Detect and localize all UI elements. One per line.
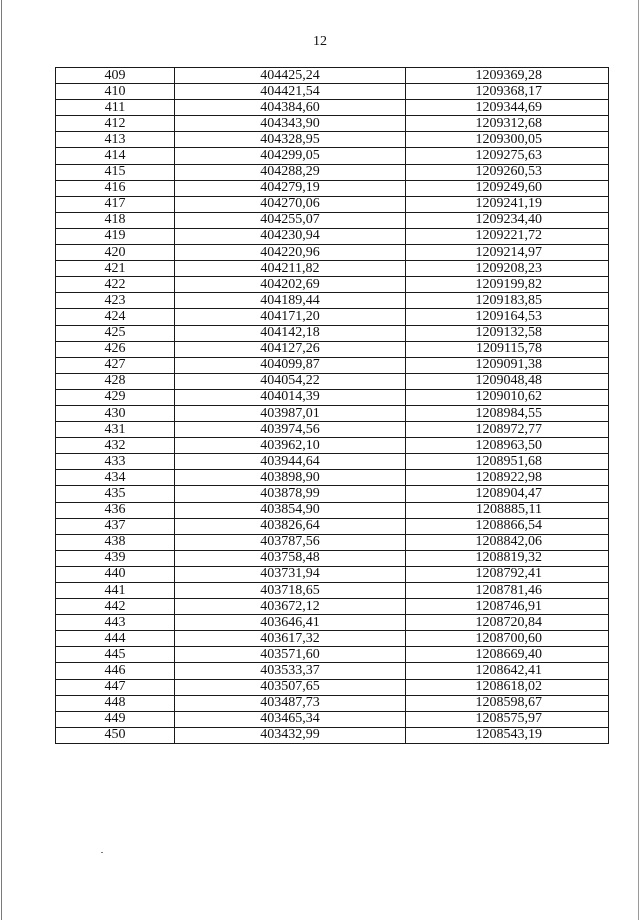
point-number-cell: 435 xyxy=(56,486,175,502)
table-row xyxy=(56,550,609,566)
x-coordinate-cell: 404189,44 xyxy=(175,293,406,309)
scan-speck xyxy=(101,852,103,853)
point-number-cell: 444 xyxy=(56,631,175,647)
point-number-cell: 433 xyxy=(56,454,175,470)
point-number-cell: 410 xyxy=(56,84,175,100)
x-coordinate-cell: 403646,41 xyxy=(175,615,406,631)
point-number-cell: 423 xyxy=(56,293,175,309)
x-coordinate-cell: 404171,20 xyxy=(175,309,406,325)
point-number-cell: 422 xyxy=(56,277,175,293)
page-number: 12 xyxy=(313,34,327,49)
point-number-cell: 427 xyxy=(56,357,175,373)
y-coordinate-cell: 1208543,19 xyxy=(406,727,609,743)
table-row xyxy=(56,486,609,502)
y-coordinate-cell: 1209249,60 xyxy=(406,180,609,196)
y-coordinate-cell: 1209221,72 xyxy=(406,228,609,244)
y-coordinate-cell: 1208963,50 xyxy=(406,438,609,454)
y-coordinate-cell: 1209010,62 xyxy=(406,389,609,405)
point-number-cell: 413 xyxy=(56,132,175,148)
y-coordinate-cell: 1209234,40 xyxy=(406,212,609,228)
y-coordinate-cell: 1209241,19 xyxy=(406,196,609,212)
x-coordinate-cell: 404279,19 xyxy=(175,180,406,196)
table-row xyxy=(56,68,609,84)
table-row xyxy=(56,631,609,647)
table-row xyxy=(56,293,609,309)
x-coordinate-cell: 403432,99 xyxy=(175,727,406,743)
table-row xyxy=(56,534,609,550)
x-coordinate-cell: 404014,39 xyxy=(175,389,406,405)
x-coordinate-cell: 404220,96 xyxy=(175,245,406,261)
x-coordinate-cell: 404270,06 xyxy=(175,196,406,212)
point-number-cell: 415 xyxy=(56,164,175,180)
table-row xyxy=(56,438,609,454)
table-row xyxy=(56,277,609,293)
y-coordinate-cell: 1209300,05 xyxy=(406,132,609,148)
x-coordinate-cell: 404299,05 xyxy=(175,148,406,164)
y-coordinate-cell: 1208746,91 xyxy=(406,599,609,615)
point-number-cell: 441 xyxy=(56,583,175,599)
point-number-cell: 428 xyxy=(56,373,175,389)
table-row xyxy=(56,389,609,405)
x-coordinate-cell: 403962,10 xyxy=(175,438,406,454)
x-coordinate-cell: 404230,94 xyxy=(175,228,406,244)
x-coordinate-cell: 404255,07 xyxy=(175,212,406,228)
y-coordinate-cell: 1209369,28 xyxy=(406,68,609,84)
x-coordinate-cell: 403533,37 xyxy=(175,663,406,679)
x-coordinate-cell: 404127,26 xyxy=(175,341,406,357)
point-number-cell: 449 xyxy=(56,711,175,727)
x-coordinate-cell: 403758,48 xyxy=(175,550,406,566)
y-coordinate-cell: 1208700,60 xyxy=(406,631,609,647)
x-coordinate-cell: 404328,95 xyxy=(175,132,406,148)
y-coordinate-cell: 1209214,97 xyxy=(406,245,609,261)
x-coordinate-cell: 404425,24 xyxy=(175,68,406,84)
table-row xyxy=(56,454,609,470)
table-row xyxy=(56,422,609,438)
point-number-cell: 426 xyxy=(56,341,175,357)
table-row xyxy=(56,132,609,148)
y-coordinate-cell: 1208819,32 xyxy=(406,550,609,566)
x-coordinate-cell: 403826,64 xyxy=(175,518,406,534)
y-coordinate-cell: 1209115,78 xyxy=(406,341,609,357)
point-number-cell: 431 xyxy=(56,422,175,438)
table-row xyxy=(56,245,609,261)
x-coordinate-cell: 403731,94 xyxy=(175,566,406,582)
point-number-cell: 419 xyxy=(56,228,175,244)
x-coordinate-cell: 404202,69 xyxy=(175,277,406,293)
table-row xyxy=(56,518,609,534)
x-coordinate-cell: 404384,60 xyxy=(175,100,406,116)
coordinates-table xyxy=(55,67,609,744)
point-number-cell: 430 xyxy=(56,405,175,421)
point-number-cell: 414 xyxy=(56,148,175,164)
table-row xyxy=(56,470,609,486)
table-row xyxy=(56,196,609,212)
x-coordinate-cell: 403787,56 xyxy=(175,534,406,550)
y-coordinate-cell: 1209275,63 xyxy=(406,148,609,164)
x-coordinate-cell: 403854,90 xyxy=(175,502,406,518)
y-coordinate-cell: 1209091,38 xyxy=(406,357,609,373)
table-row xyxy=(56,727,609,743)
y-coordinate-cell: 1209344,69 xyxy=(406,100,609,116)
table-row xyxy=(56,663,609,679)
point-number-cell: 412 xyxy=(56,116,175,132)
point-number-cell: 443 xyxy=(56,615,175,631)
x-coordinate-cell: 404211,82 xyxy=(175,261,406,277)
table-row xyxy=(56,502,609,518)
x-coordinate-cell: 404288,29 xyxy=(175,164,406,180)
x-coordinate-cell: 403672,12 xyxy=(175,599,406,615)
table-row xyxy=(56,711,609,727)
table-row xyxy=(56,100,609,116)
x-coordinate-cell: 404099,87 xyxy=(175,357,406,373)
y-coordinate-cell: 1208669,40 xyxy=(406,647,609,663)
y-coordinate-cell: 1208904,47 xyxy=(406,486,609,502)
y-coordinate-cell: 1209208,23 xyxy=(406,261,609,277)
y-coordinate-cell: 1209048,48 xyxy=(406,373,609,389)
x-coordinate-cell: 403487,73 xyxy=(175,695,406,711)
table-row xyxy=(56,357,609,373)
y-coordinate-cell: 1208866,54 xyxy=(406,518,609,534)
point-number-cell: 445 xyxy=(56,647,175,663)
table-row xyxy=(56,615,609,631)
table-row xyxy=(56,84,609,100)
point-number-cell: 437 xyxy=(56,518,175,534)
y-coordinate-cell: 1208972,77 xyxy=(406,422,609,438)
y-coordinate-cell: 1208575,97 xyxy=(406,711,609,727)
y-coordinate-cell: 1209132,58 xyxy=(406,325,609,341)
point-number-cell: 417 xyxy=(56,196,175,212)
point-number-cell: 439 xyxy=(56,550,175,566)
x-coordinate-cell: 403718,65 xyxy=(175,583,406,599)
point-number-cell: 448 xyxy=(56,695,175,711)
x-coordinate-cell: 403898,90 xyxy=(175,470,406,486)
point-number-cell: 432 xyxy=(56,438,175,454)
point-number-cell: 421 xyxy=(56,261,175,277)
y-coordinate-cell: 1208781,46 xyxy=(406,583,609,599)
point-number-cell: 420 xyxy=(56,245,175,261)
x-coordinate-cell: 404421,54 xyxy=(175,84,406,100)
point-number-cell: 424 xyxy=(56,309,175,325)
point-number-cell: 425 xyxy=(56,325,175,341)
point-number-cell: 429 xyxy=(56,389,175,405)
y-coordinate-cell: 1208642,41 xyxy=(406,663,609,679)
table-row xyxy=(56,341,609,357)
point-number-cell: 418 xyxy=(56,212,175,228)
y-coordinate-cell: 1208951,68 xyxy=(406,454,609,470)
x-coordinate-cell: 403974,56 xyxy=(175,422,406,438)
y-coordinate-cell: 1209199,82 xyxy=(406,277,609,293)
point-number-cell: 416 xyxy=(56,180,175,196)
table-row xyxy=(56,180,609,196)
y-coordinate-cell: 1208598,67 xyxy=(406,695,609,711)
point-number-cell: 436 xyxy=(56,502,175,518)
point-number-cell: 446 xyxy=(56,663,175,679)
table-row xyxy=(56,261,609,277)
x-coordinate-cell: 403507,65 xyxy=(175,679,406,695)
point-number-cell: 409 xyxy=(56,68,175,84)
y-coordinate-cell: 1209183,85 xyxy=(406,293,609,309)
table-row xyxy=(56,228,609,244)
x-coordinate-cell: 403465,34 xyxy=(175,711,406,727)
table-row xyxy=(56,647,609,663)
table-row xyxy=(56,373,609,389)
y-coordinate-cell: 1209164,53 xyxy=(406,309,609,325)
point-number-cell: 411 xyxy=(56,100,175,116)
point-number-cell: 438 xyxy=(56,534,175,550)
y-coordinate-cell: 1208922,98 xyxy=(406,470,609,486)
point-number-cell: 440 xyxy=(56,566,175,582)
table-row xyxy=(56,405,609,421)
y-coordinate-cell: 1208885,11 xyxy=(406,502,609,518)
x-coordinate-cell: 403944,64 xyxy=(175,454,406,470)
point-number-cell: 447 xyxy=(56,679,175,695)
table-row xyxy=(56,325,609,341)
y-coordinate-cell: 1208792,41 xyxy=(406,566,609,582)
page-edge-left xyxy=(1,0,2,920)
y-coordinate-cell: 1208842,06 xyxy=(406,534,609,550)
page-edge-right xyxy=(638,0,639,920)
table-row xyxy=(56,679,609,695)
x-coordinate-cell: 404343,90 xyxy=(175,116,406,132)
table-row xyxy=(56,212,609,228)
table-row xyxy=(56,695,609,711)
table-row xyxy=(56,309,609,325)
y-coordinate-cell: 1209260,53 xyxy=(406,164,609,180)
y-coordinate-cell: 1209368,17 xyxy=(406,84,609,100)
table-row xyxy=(56,116,609,132)
y-coordinate-cell: 1208618,02 xyxy=(406,679,609,695)
x-coordinate-cell: 404142,18 xyxy=(175,325,406,341)
coordinates-table-body xyxy=(56,68,609,744)
x-coordinate-cell: 404054,22 xyxy=(175,373,406,389)
point-number-cell: 434 xyxy=(56,470,175,486)
table-row xyxy=(56,148,609,164)
x-coordinate-cell: 403571,60 xyxy=(175,647,406,663)
y-coordinate-cell: 1208984,55 xyxy=(406,405,609,421)
y-coordinate-cell: 1208720,84 xyxy=(406,615,609,631)
point-number-cell: 450 xyxy=(56,727,175,743)
table-row xyxy=(56,164,609,180)
table-row xyxy=(56,583,609,599)
table-row xyxy=(56,566,609,582)
table-row xyxy=(56,599,609,615)
x-coordinate-cell: 403617,32 xyxy=(175,631,406,647)
y-coordinate-cell: 1209312,68 xyxy=(406,116,609,132)
x-coordinate-cell: 403987,01 xyxy=(175,405,406,421)
x-coordinate-cell: 403878,99 xyxy=(175,486,406,502)
point-number-cell: 442 xyxy=(56,599,175,615)
